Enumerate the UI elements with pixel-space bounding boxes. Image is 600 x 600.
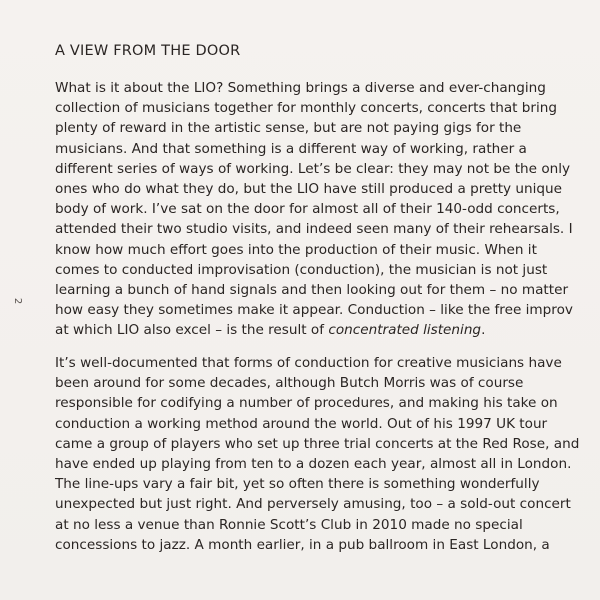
- paragraph-2-line: conduction a working method around the world. Out of his 1997 UK tour: [55, 415, 548, 432]
- paragraph-2-line: came a group of players who set up three trial concerts at the Red Rose, and: [55, 435, 580, 452]
- paragraph-2-line: have ended up playing from ten to a dozen each year, almost all in London.: [55, 455, 572, 472]
- paragraph-1: [55, 78, 575, 340]
- paragraph-1-line-text: at which LIO also excel – is the result of: [55, 322, 329, 339]
- paragraph-2: [55, 353, 580, 555]
- paragraph-2-line: The line-ups vary a fair bit, yet so often there is something wonderfully: [55, 476, 540, 493]
- paragraph-1-line: body of work. I’ve sat on the door for almost all of their 140-odd concerts,: [55, 201, 560, 218]
- section-heading: A VIEW FROM THE DOOR: [55, 43, 241, 59]
- paragraph-1-line: learning a bunch of hand signals and then looking out for them – no matter: [55, 281, 569, 298]
- paragraph-1-line: musicians. And that something is a different way of working, rather a: [55, 140, 527, 157]
- emphasis-text: concentrated listening: [328, 322, 482, 339]
- paragraph-1-line: comes to conducted improvisation (conduction), the musician is not just: [55, 261, 548, 278]
- paragraph-1-line: know how much effort goes into the production of their music. When it: [55, 241, 537, 258]
- paragraph-1-line: What is it about the LIO? Something brings a diverse and ever-changing: [55, 80, 546, 96]
- paragraph-1-line: different series of ways of working. Let’s be clear: they may not be the only: [55, 160, 571, 177]
- paragraph-2-line: unexpected but just right. And perversely amusing, too – a sold-out concert: [55, 496, 571, 513]
- paragraph-1-line: ones who do what they do, but the LIO have still produced a pretty unique: [55, 180, 563, 197]
- paragraph-1-line: collection of musicians together for monthly concerts, concerts that bring: [55, 100, 558, 117]
- paragraph-2-line: at no less a venue than Ronnie Scott’s Club in 2010 made no special: [55, 516, 523, 533]
- paragraph-1-period: .: [481, 322, 486, 339]
- paragraph-1-line: plenty of reward in the artistic sense, but are not paying gigs for the: [55, 120, 522, 137]
- paragraph-2-line: concessions to jazz. A month earlier, in a pub ballroom in East London, a: [55, 536, 550, 553]
- paragraph-2-line: responsible for codifying a number of procedures, and making his take on: [55, 395, 558, 412]
- paragraph-2-line: been around for some decades, although Butch Morris was of course: [55, 375, 524, 392]
- paragraph-2-line: It’s well-documented that forms of conduction for creative musicians have: [55, 355, 562, 371]
- paragraph-1-line: attended their two studio visits, and indeed seen many of their rehearsals. I: [55, 221, 573, 238]
- page-number: 2: [12, 297, 24, 305]
- paragraph-1-last-line: [55, 320, 575, 340]
- paragraph-1-line: how easy they sometimes make it appear. Conduction – like the free improv: [55, 302, 573, 319]
